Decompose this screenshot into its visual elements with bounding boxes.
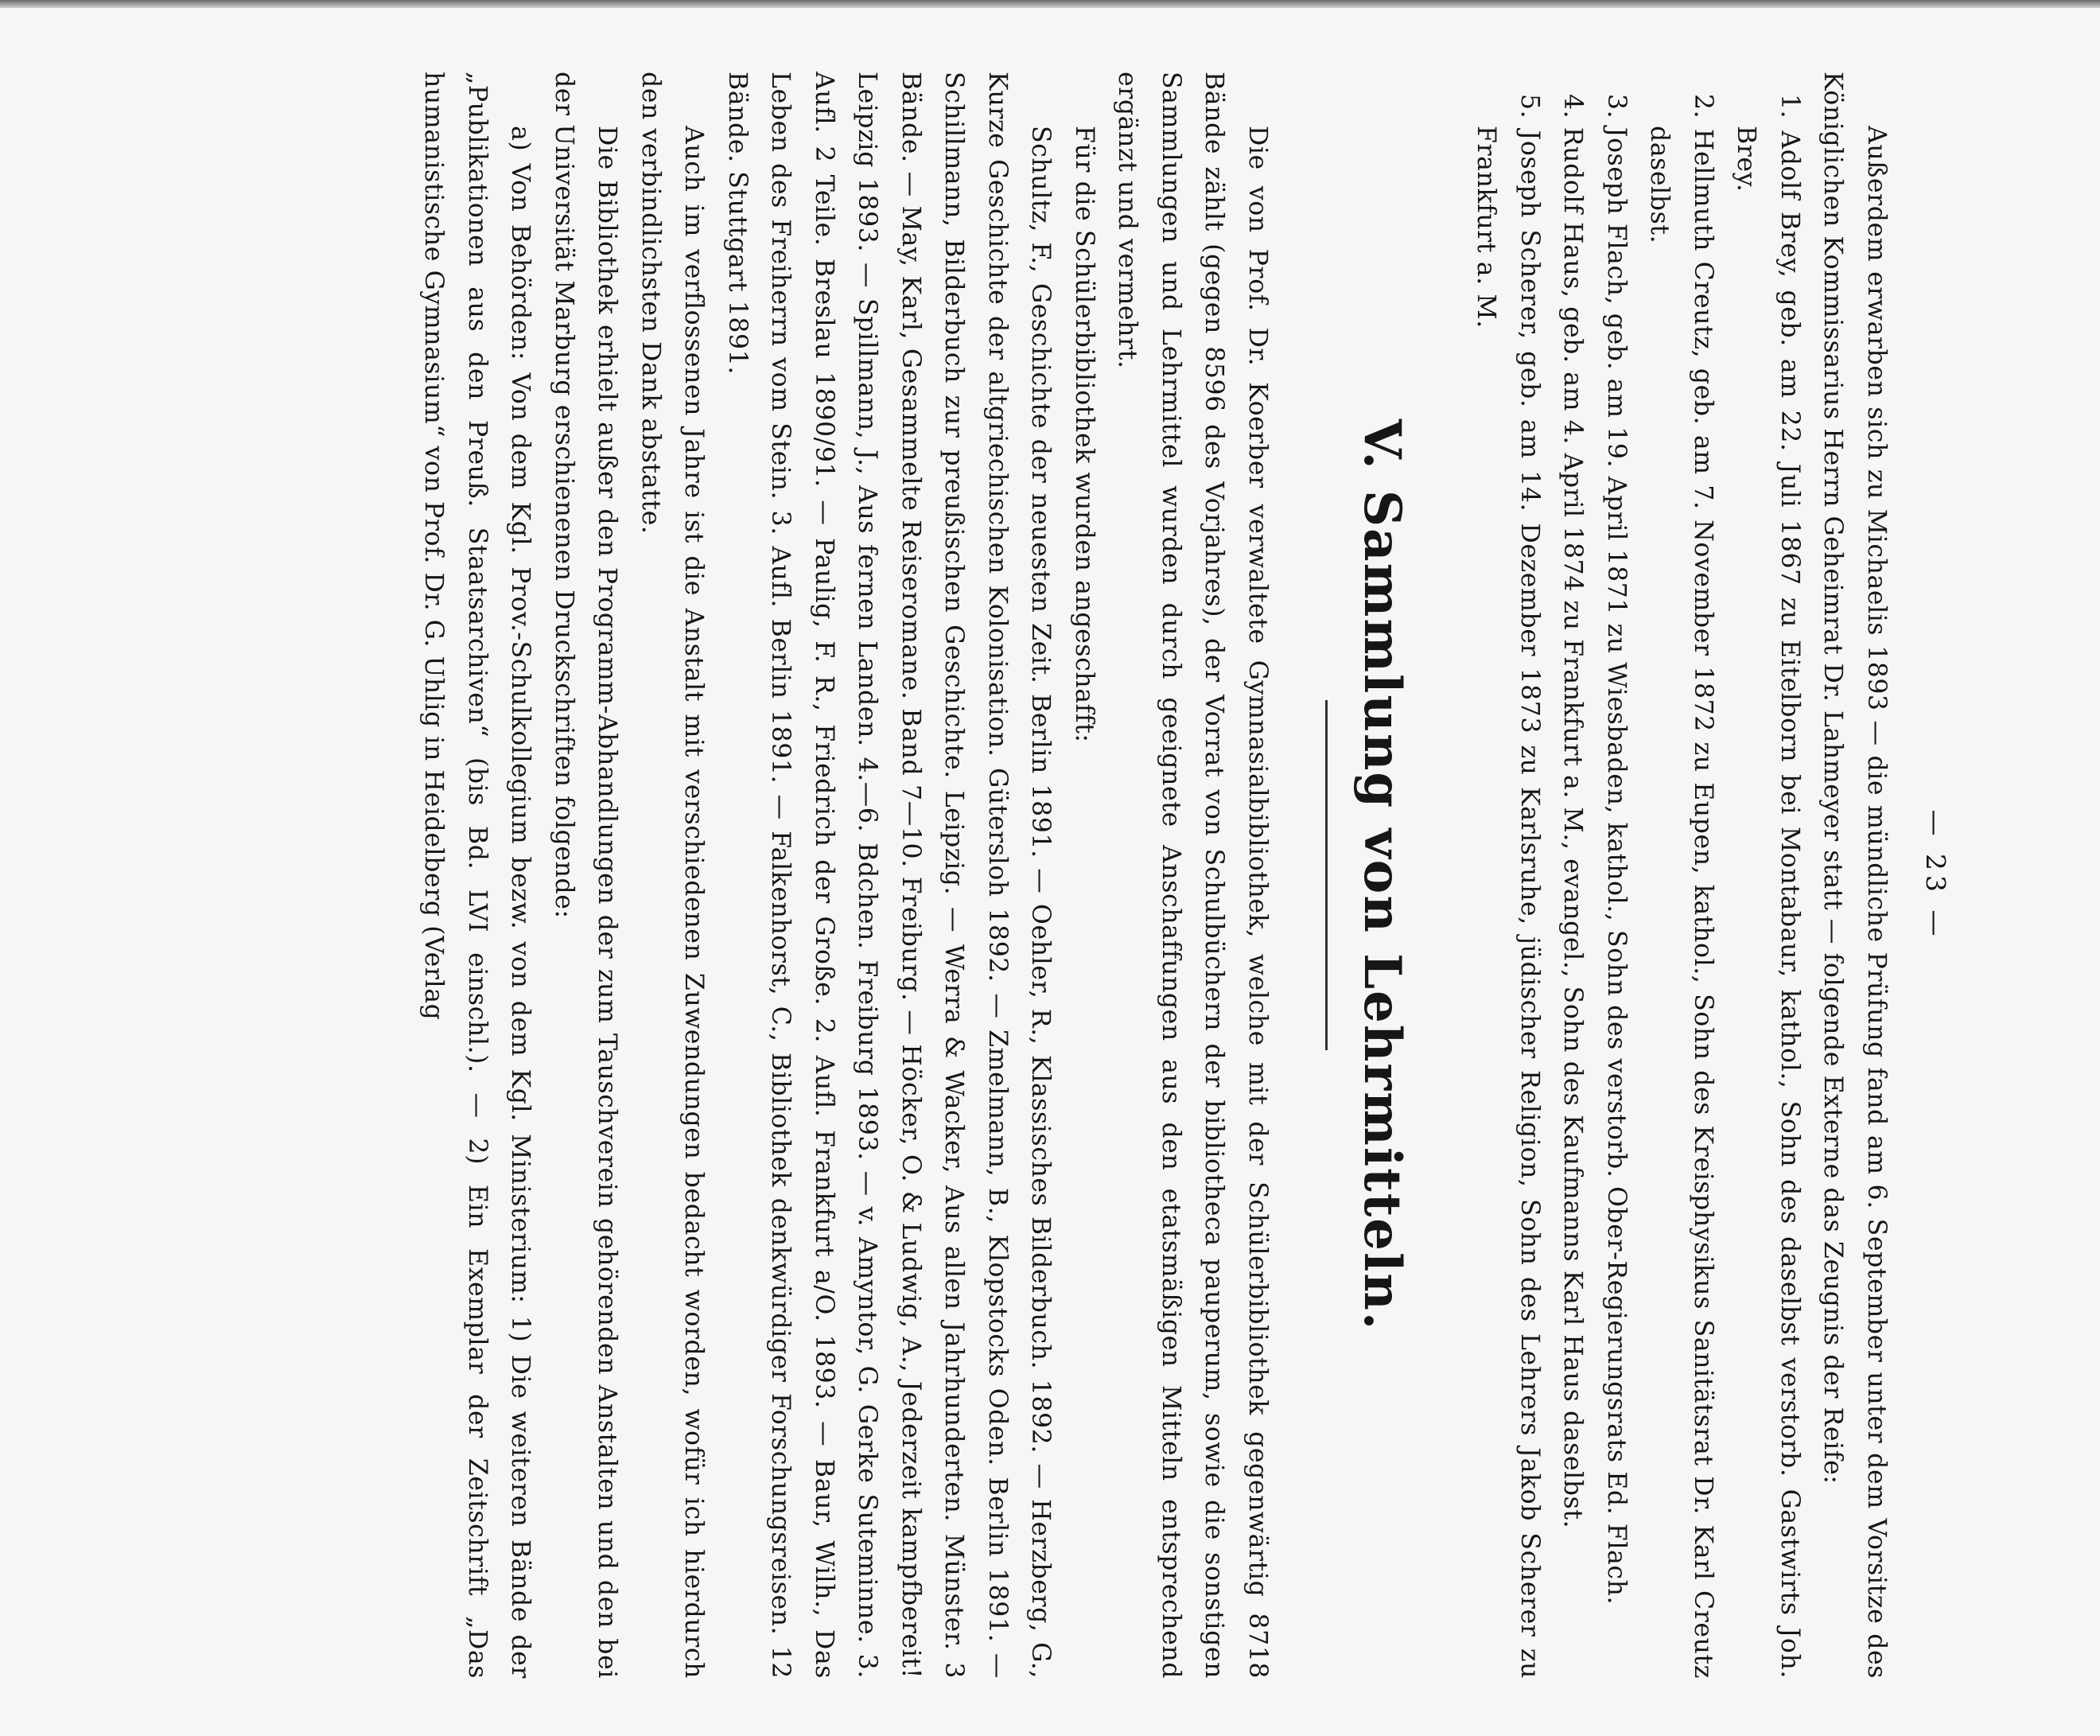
library-paragraph: Die von Prof. Dr. Koerber verwaltete Gymnasialbibliothek, welche mit der Schülerbibliothek gegenwärtig 8718 Bände zählt (gegen 8596 des Vorjahres), der Vorrat von Schulbüchern der bibliotheca pauperum, sowie die sonstigen Sammlungen und Lehrmittel wurden durch geeignete Anschaffungen aus den etatsmäßigen Mitteln entsprechend ergänzt und vermehrt. <box>1113 72 1272 1679</box>
page-number: — 23 — <box>1920 809 1951 941</box>
list-item: 2. Hellmuth Creutz, geb. am 7. November 1872 zu Eupen, kathol., Sohn des Kreisphysikus Sanitätsrat Dr. Karl Creutz daselbst. <box>1645 94 1717 1679</box>
rotated-page-content <box>151 72 1957 1679</box>
intro-paragraph: Außerdem erwarben sich zu Michaelis 1893 — die mündliche Prüfung fand am 6. September unter dem Vorsitze des Königlichen Kommissarius Herrn Geheimrat Dr. Lahmeyer statt — folgende Externe das Zeugnis der Reife: <box>1818 72 1891 1679</box>
list-item: 1. Adolf Brey, geb. am 22. Juli 1867 zu Eitelborn bei Montabaur, kathol., Sohn des daselbst verstorb. Gastwirts Joh. Brey. <box>1732 94 1804 1679</box>
heading-rule <box>1325 700 1328 1050</box>
donations-paragraph: Auch im verflossenen Jahre ist die Anstalt mit verschiedenen Zuwendungen bedacht worden, wofür ich hierdurch den verbindlichsten Dank abstatte. <box>636 72 709 1679</box>
scanner-edge-shadow <box>0 0 2100 8</box>
list-item: 3. Joseph Flach, geb. am 19. April 1871 zu Wiesbaden, kathol., Sohn des verstorb. Ober-Regierungsrats Ed. Flach. <box>1602 94 1631 1606</box>
acquisitions-list: Schultz, F., Geschichte der neuesten Zeit. Berlin 1891. — Oehler, R., Klassisches Bilderbuch. 1892. — Herzberg, G., Kurze Geschichte der altgriechischen Kolonisation. Gütersloh 1892. — Zmelmann, B., Klopstocks Oden. Berlin 1891. — Schillmann, Bilderbuch zur preußischen Geschichte. Leipzig. — Werra & Wacker, Aus allen Jahrhunderten. Münster. 3 Bände. — May, Karl, Gesammelte Reiseromane. Band 7—10. Freiburg. — Höcker, O. & Ludwig, A., Jederzeit kampfbereit! Leipzig 1893. — Spillmann, J., Aus fernen Landen. 4.—6. Bdchen. Freiburg 1893. — v. Amyntor, G. Gerke Suteminne. 3. Aufl. 2 Teile. Breslau 1890/91. — Paulig, F. R., Friedrich der Große. 2. Aufl. Frankfurt a/O. 1893. — Baur, Wilh., Das Leben des Freiherrn vom Stein. 3. Aufl. Berlin 1891. — Falkenhorst, C., Bibliothek denkwürdiger Forschungsreisen. 12 Bände. Stuttgart 1891. <box>723 72 1056 1679</box>
section-heading: V. Sammlung von Lehrmitteln. <box>1352 418 1412 1332</box>
library-received-paragraph: Die Bibliothek erhielt außer den Programm-Abhandlungen der zum Tauschverein gehörenden Anstalten und den bei der Universität Marburg erschienenen Druckschriften folgende: <box>550 72 622 1679</box>
list-item: 5. Joseph Scherer, geb. am 14. Dezember 1873 zu Karlsruhe, jüdischer Religion, Sohn des Lehrers Jakob Scherer zu Frankfurt a. M. <box>1472 94 1544 1679</box>
list-item: 4. Rudolf Haus, geb. am 4. April 1874 zu Frankfurt a. M., evangel., Sohn des Kaufmanns Karl Haus daselbst. <box>1558 94 1588 1529</box>
acquisitions-intro: Für die Schülerbibliothek wurden angeschafft: <box>1070 126 1099 743</box>
graduates-list <box>1464 72 1811 1679</box>
authorities-paragraph: a) Von Behörden: Von dem Kgl. Prov.-Schulkollegium bezw. von dem Kgl. Ministerium: 1) Die weiteren Bände der „Publikationen aus den Preuß. Staatsarchiven“ (bis Bd. LVI einschl.). — 2) Ein Exemplar der Zeitschrift „Das humanistische Gymnasium“ von Prof. Dr. G. Uhlig in Heidelberg (Verlag <box>419 72 535 1679</box>
